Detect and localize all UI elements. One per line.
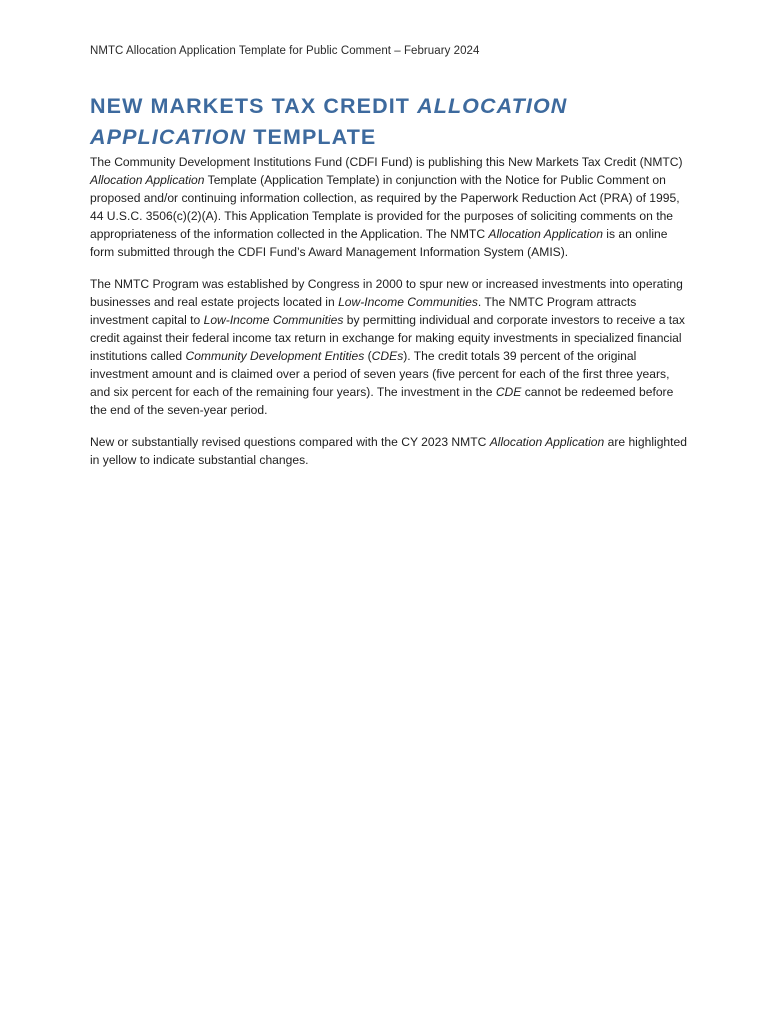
italic-term: Allocation Application [90, 173, 205, 187]
text-run: by permitting individual and corporate investors to receive a tax credit against their federal income tax return in exchange for making equity investments in specialized financial institutions called [90, 313, 685, 363]
italic-term: Allocation Application [489, 435, 605, 449]
text-run: ( [364, 349, 372, 363]
text-run: New or substantially revised questions compared with the CY 2023 NMTC [90, 435, 490, 449]
title-part-3: TEMPLATE [246, 125, 377, 149]
text-run: The NMTC Program was established by Congress in 2000 to spur new or increased investments into operating businesses and real estate projects located in [90, 277, 683, 309]
italic-term: CDEs [371, 349, 404, 363]
text-run: . The NMTC Program attracts investment capital to [90, 295, 637, 327]
italic-term: Low-Income Communities [203, 313, 344, 327]
document-body [90, 153, 690, 483]
italic-term: Low-Income Communities [338, 295, 478, 309]
text-run: cannot be redeemed before the end of the seven-year period. [90, 385, 674, 417]
text-run: The Community Development Institutions Fund (CDFI Fund) is publishing this New Markets Tax Credit (NMTC) [90, 155, 683, 169]
text-run: Template (Application Template) in conjunction with the Notice for Public Comment on proposed and/or continuing information collection, as required by the Paperwork Reduction Act (PRA) of 1995, 44 U.S.C. 3506(c)(2)(A). This Application Template is provided for the purposes of soliciting comments on the appropriateness of the information collected in the Application. The NMTC [90, 173, 680, 241]
italic-term: CDE [495, 385, 522, 399]
title-part-2: ALLOCATION APPLICATION [90, 94, 568, 149]
running-header: NMTC Allocation Application Template for Public Comment – February 2024 [90, 45, 480, 57]
italic-term: Community Development Entities [185, 349, 365, 363]
text-run: are highlighted in yellow to indicate substantial changes. [90, 435, 687, 467]
title-part-1: NEW MARKETS TAX CREDIT [90, 94, 418, 118]
text-run: is an online form submitted through the CDFI Fund’s Award Management Information System (AMIS). [90, 227, 668, 259]
document-title [90, 91, 710, 153]
text-run: ). The credit totals 39 percent of the original investment amount and is claimed over a period of seven years (five percent for each of the first three years, and six percent for each of the remaining four years). The investment in the [90, 349, 670, 399]
program-paragraph [90, 275, 690, 419]
changes-paragraph [90, 433, 690, 469]
intro-paragraph [90, 153, 690, 261]
italic-term: Allocation Application [488, 227, 603, 241]
